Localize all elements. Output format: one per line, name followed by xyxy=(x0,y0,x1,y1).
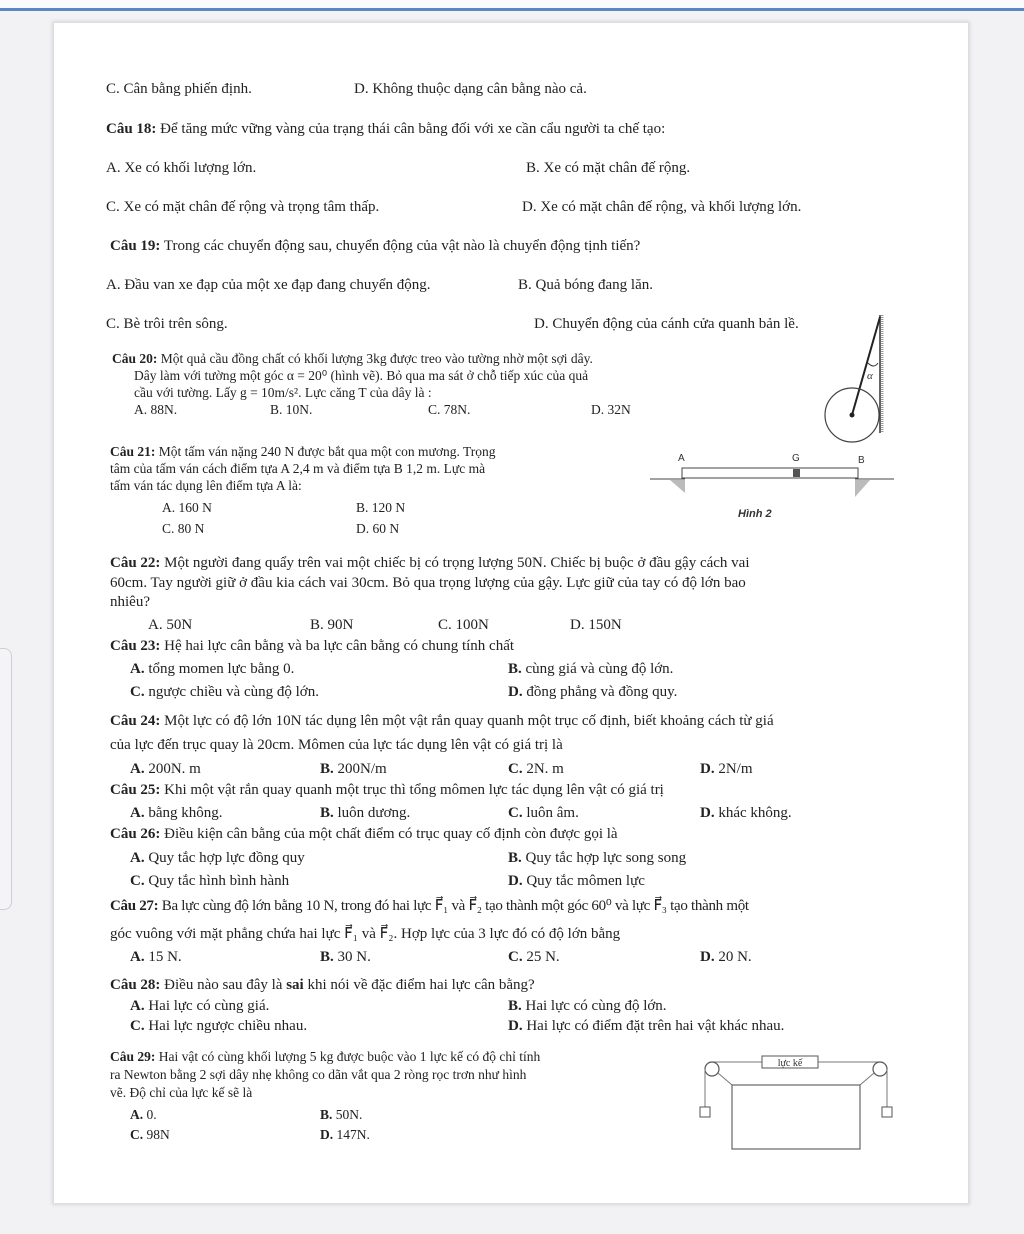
q29-label: Câu 29: xyxy=(110,1049,156,1064)
option-key: C. xyxy=(508,805,523,821)
q26-label: Câu 26: xyxy=(110,826,161,842)
q29-figure-pulley-system xyxy=(696,1047,896,1157)
option-key: A. xyxy=(130,661,145,677)
q23-text: Hệ hai lực cân bằng và ba lực cân bằng có chung tính chất xyxy=(160,638,515,654)
option-key: A. xyxy=(130,998,145,1014)
option-key: B. xyxy=(508,661,522,677)
option-key: A. xyxy=(130,805,145,821)
q26-option-d xyxy=(508,872,645,890)
option-key: A. xyxy=(130,1107,144,1122)
option-key: A. xyxy=(130,949,145,965)
option-text: 25 N. xyxy=(522,949,560,965)
option-key: A. xyxy=(130,850,145,866)
q21-option-b: B. 120 N xyxy=(356,500,406,515)
q21-line3: tấm ván tác dụng lên điểm tựa A là: xyxy=(110,478,302,493)
q19-option-b: B. Quả bóng đang lăn. xyxy=(518,277,653,293)
q18-label: Câu 18: xyxy=(106,121,157,137)
q28-text-pre: Điều nào sau đây là xyxy=(160,977,287,993)
q23-question xyxy=(110,637,514,655)
q28-option-d xyxy=(508,1017,784,1035)
option-text: 0. xyxy=(143,1107,157,1122)
q18-text: Để tăng mức vững vàng của trạng thái cân bằng đối với xe cần cẩu người ta chế tạo: xyxy=(156,121,666,137)
option-text: Hai lực có điểm đặt trên hai vật khác nhau. xyxy=(522,1018,785,1034)
ground-left-hatch xyxy=(670,480,685,493)
q24-option-d xyxy=(700,760,753,778)
q24-label: Câu 24: xyxy=(110,713,161,729)
q29-line3: vẽ. Độ chỉ của lực kế sẽ là xyxy=(110,1085,253,1100)
q19-option-d: D. Chuyển động của cánh cửa quanh bản lề. xyxy=(534,316,799,332)
option-text: 2N/m xyxy=(714,761,753,777)
q29-option-b xyxy=(320,1106,362,1123)
q18-option-a: A. Xe có khối lượng lớn. xyxy=(106,160,257,176)
q22-line2: 60cm. Tay người giữ ở đầu kia cách vai 30cm. Bỏ qua trọng lượng của gậy. Lực giữ của tay có độ lớn bao xyxy=(110,575,746,591)
ground-right-hatch xyxy=(855,480,870,497)
option-key: B. xyxy=(320,1107,333,1122)
pulley-left xyxy=(705,1062,719,1076)
q25-option-d xyxy=(700,804,792,822)
pulley-right xyxy=(873,1062,887,1076)
option-text: 200N/m xyxy=(333,761,387,777)
q26-option-b xyxy=(508,849,686,867)
q18-question xyxy=(106,120,665,138)
option-text: 50N. xyxy=(332,1107,363,1122)
figure-caption: Hình 2 xyxy=(738,508,772,520)
q25-text: Khi một vật rắn quay quanh một trục thì tổng mômen lực tác dụng lên vật có giá trị xyxy=(160,782,664,798)
option-text: 2N. m xyxy=(522,761,564,777)
q26-option-c xyxy=(130,872,289,890)
q26-question xyxy=(110,825,618,843)
option-key: D. xyxy=(700,805,715,821)
q17-option-d: D. Không thuộc dạng cân bằng nào cả. xyxy=(354,81,587,97)
q28-text-post: khi nói về đặc điểm hai lực cân bằng? xyxy=(303,977,535,993)
q23-option-d xyxy=(508,683,677,701)
q29-question xyxy=(110,1048,540,1065)
q29-option-c xyxy=(130,1126,170,1143)
q19-question xyxy=(110,237,640,255)
q27-option-a xyxy=(130,948,182,966)
option-text: 20 N. xyxy=(714,949,752,965)
q28-option-b xyxy=(508,997,667,1015)
q27-option-b xyxy=(320,948,371,966)
q27-option-d xyxy=(700,948,752,966)
q21-figure-plank xyxy=(648,449,896,525)
q20-option-c: C. 78N. xyxy=(428,402,471,417)
q21-option-d: D. 60 N xyxy=(356,521,400,536)
option-text: tổng momen lực bằng 0. xyxy=(144,661,295,677)
q23-label: Câu 23: xyxy=(110,638,161,654)
option-key: B. xyxy=(320,805,334,821)
q19-option-a: A. Đầu van xe đạp của một xe đạp đang chuyển động. xyxy=(106,277,431,293)
q29-option-a xyxy=(130,1106,157,1123)
q21-label: Câu 21: xyxy=(110,444,156,459)
q22-question xyxy=(110,554,750,572)
q27-line1: Ba lực cùng độ lớn bằng 10 N, trong đó hai lực F⃗₁ và F⃗₂ tạo thành một góc 60⁰ và lực F⃗₃ tạo thành một xyxy=(158,898,749,914)
option-key: B. xyxy=(508,998,522,1014)
q24-question xyxy=(110,712,774,730)
q26-text: Điều kiện cân bằng của một chất điểm có trục quay cố định còn được gọi là xyxy=(160,826,618,842)
option-key: D. xyxy=(700,761,715,777)
q20-line2: Dây làm với tường một góc α = 20⁰ (hình vẽ). Bỏ qua ma sát ở chỗ tiếp xúc của quả xyxy=(134,368,589,383)
q20-line1: Một quả cầu đồng chất có khối lượng 3kg được treo vào tường nhờ một sợi dây. xyxy=(157,351,593,366)
q27-question xyxy=(110,897,749,915)
q27-line2: góc vuông với mặt phẳng chứa hai lực F⃗₁ và F⃗₂. Hợp lực của 3 lực đó có độ lớn bằng xyxy=(110,926,621,942)
mass-left xyxy=(700,1107,710,1117)
side-panel-handle[interactable] xyxy=(0,648,12,910)
option-key: B. xyxy=(320,949,334,965)
q18-option-d: D. Xe có mặt chân đế rộng, và khối lượng lớn. xyxy=(522,199,802,215)
q17-option-c: C. Cân bằng phiến định. xyxy=(106,81,252,97)
q29-line2: ra Newton bằng 2 sợi dây nhẹ không co dãn vắt qua 2 ròng rọc trơn như hình xyxy=(110,1067,527,1082)
q25-option-b xyxy=(320,804,410,822)
option-text: Quy tắc mômen lực xyxy=(522,873,645,889)
center-of-gravity-mark xyxy=(793,469,800,477)
option-text: Hai lực có cùng giá. xyxy=(144,998,270,1014)
option-text: Quy tắc hình bình hành xyxy=(144,873,290,889)
q20-question xyxy=(112,350,593,367)
q19-text: Trong các chuyển động sau, chuyển động của vật nào là chuyển động tịnh tiến? xyxy=(160,238,641,254)
mass-right xyxy=(882,1107,892,1117)
q22-line1: Một người đang quẩy trên vai một chiếc bị có trọng lượng 50N. Chiếc bị buộc ở đầu gậy cách vai xyxy=(160,555,750,571)
q24-option-a xyxy=(130,760,201,778)
q24-option-c xyxy=(508,760,564,778)
option-key: A. xyxy=(130,761,145,777)
plank-rect xyxy=(682,468,858,478)
q20-option-b: B. 10N. xyxy=(270,402,313,417)
q25-question xyxy=(110,781,664,799)
q24-line2: của lực đến trục quay là 20cm. Mômen của lực tác dụng lên vật có giá trị là xyxy=(110,737,563,753)
q25-option-c xyxy=(508,804,579,822)
q21-line1: Một tấm ván nặng 240 N được bắt qua một con mương. Trọng xyxy=(155,444,496,459)
q21-line2: tâm của tấm ván cách điểm tựa A 2,4 m và điểm tựa B 1,2 m. Lực mà xyxy=(110,461,486,476)
q29-option-d xyxy=(320,1126,370,1143)
option-text: bằng không. xyxy=(144,805,223,821)
alpha-label: α xyxy=(867,370,873,382)
q28-option-c xyxy=(130,1017,307,1035)
option-text: ngược chiều và cùng độ lớn. xyxy=(144,684,319,700)
q23-option-a xyxy=(130,660,294,678)
q21-option-c: C. 80 N xyxy=(162,521,205,536)
option-key: D. xyxy=(508,1018,523,1034)
q28-text-emphasis: sai xyxy=(286,977,304,993)
q28-option-a xyxy=(130,997,269,1015)
option-text: 147N. xyxy=(333,1127,370,1142)
option-text: 200N. m xyxy=(144,761,201,777)
option-key: C. xyxy=(130,1127,144,1142)
q24-option-b xyxy=(320,760,387,778)
option-key: C. xyxy=(508,949,523,965)
q20-line3: cầu với tường. Lấy g = 10m/s². Lực căng T của dây là : xyxy=(134,385,432,400)
option-key: C. xyxy=(130,684,145,700)
angle-arc xyxy=(868,363,878,366)
option-text: luôn âm. xyxy=(522,805,579,821)
q22-option-d: D. 150N xyxy=(570,617,622,633)
q22-option-b: B. 90N xyxy=(310,617,354,633)
support-right xyxy=(860,1073,874,1085)
q22-line3: nhiêu? xyxy=(110,594,150,610)
option-text: Hai lực ngược chiều nhau. xyxy=(144,1018,308,1034)
option-key: C. xyxy=(508,761,523,777)
option-text: Hai lực có cùng độ lớn. xyxy=(521,998,667,1014)
option-text: khác không. xyxy=(714,805,792,821)
q26-option-a xyxy=(130,849,305,867)
q20-option-a: A. 88N. xyxy=(134,402,178,417)
option-text: cùng giá và cùng độ lớn. xyxy=(521,661,674,677)
option-key: C. xyxy=(130,873,145,889)
option-text: 30 N. xyxy=(333,949,371,965)
q22-label: Câu 22: xyxy=(110,555,161,571)
q25-label: Câu 25: xyxy=(110,782,161,798)
q23-option-b xyxy=(508,660,673,678)
option-text: luôn dương. xyxy=(333,805,411,821)
q25-option-a xyxy=(130,804,223,822)
option-key: C. xyxy=(130,1018,145,1034)
q20-option-d: D. 32N xyxy=(591,402,631,417)
q28-question xyxy=(110,976,535,994)
option-text: đồng phẳng và đồng quy. xyxy=(522,684,678,700)
q18-option-b: B. Xe có mặt chân đế rộng. xyxy=(526,160,691,176)
q24-line1: Một lực có độ lớn 10N tác dụng lên một vật rắn quay quanh một trục cố định, biết khoảng cách từ giá xyxy=(160,713,774,729)
q21-question xyxy=(110,443,496,460)
q19-label: Câu 19: xyxy=(110,238,161,254)
q22-option-a: A. 50N xyxy=(148,617,193,633)
q19-option-c: C. Bè trôi trên sông. xyxy=(106,316,228,332)
window-top-bar xyxy=(0,0,1024,11)
q23-option-c xyxy=(130,683,319,701)
option-text: 15 N. xyxy=(144,949,182,965)
option-key: D. xyxy=(508,684,523,700)
q27-label: Câu 27: xyxy=(110,898,159,914)
support-left xyxy=(718,1073,732,1085)
option-key: B. xyxy=(320,761,334,777)
ball-center xyxy=(850,413,855,418)
q29-line1: Hai vật có cùng khối lượng 5 kg được buộc vào 1 lực kế có độ chỉ tính xyxy=(155,1049,541,1064)
option-text: 98N xyxy=(143,1127,170,1142)
q21-option-a: A. 160 N xyxy=(162,500,212,515)
option-key: D. xyxy=(700,949,715,965)
q20-figure-ball-on-wall xyxy=(818,311,888,436)
string-line xyxy=(852,317,880,415)
spring-scale-label: lực kế xyxy=(777,1058,803,1069)
option-key: B. xyxy=(508,850,522,866)
point-a-label: A xyxy=(678,453,685,464)
point-b-label: B xyxy=(858,455,865,466)
option-text: Quy tắc hợp lực đồng quy xyxy=(144,850,305,866)
q22-option-c: C. 100N xyxy=(438,617,489,633)
option-text: Quy tắc hợp lực song song xyxy=(521,850,687,866)
q28-label: Câu 28: xyxy=(110,977,161,993)
option-key: D. xyxy=(508,873,523,889)
q18-option-c: C. Xe có mặt chân đế rộng và trọng tâm thấp. xyxy=(106,199,380,215)
point-g-label: G xyxy=(792,453,800,464)
q20-label: Câu 20: xyxy=(112,351,158,366)
document-page xyxy=(54,23,968,1203)
option-key: D. xyxy=(320,1127,334,1142)
table-rect xyxy=(732,1085,860,1149)
q27-option-c xyxy=(508,948,560,966)
